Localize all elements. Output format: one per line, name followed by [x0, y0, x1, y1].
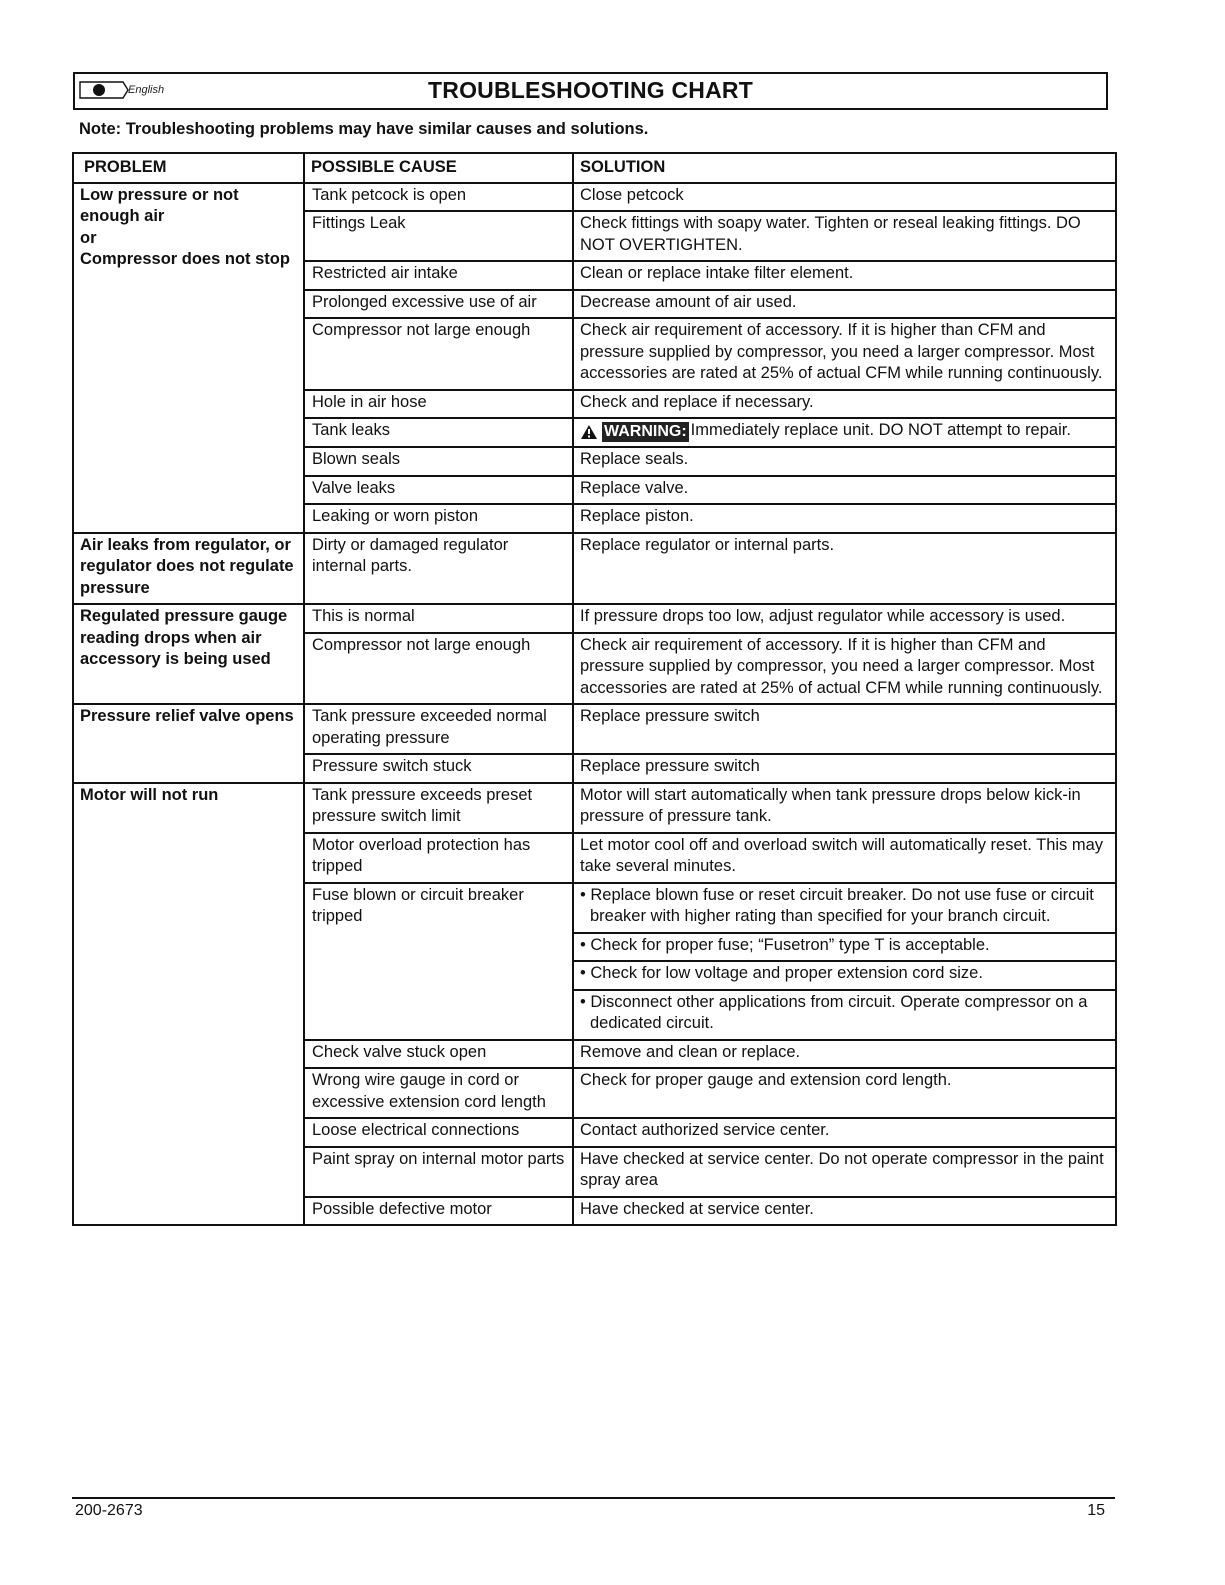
cause-cell: Tank petcock is open	[304, 183, 573, 212]
table-row	[73, 604, 1116, 633]
solution-cell: Check for proper gauge and extension cord length.	[573, 1068, 1116, 1118]
cause-cell: Loose electrical connections	[304, 1118, 573, 1147]
problem-cell	[73, 704, 304, 783]
cause-cell: Dirty or damaged regulator internal parts.	[304, 533, 573, 605]
cause-cell: Valve leaks	[304, 476, 573, 505]
solution-cell: Have checked at service center. Do not operate compressor in the paint spray area	[573, 1147, 1116, 1197]
problem-cell	[73, 183, 304, 533]
solution-cell: Remove and clean or replace.	[573, 1040, 1116, 1069]
problem-text: or	[80, 228, 97, 247]
solution-cell: Check and replace if necessary.	[573, 390, 1116, 419]
footer-rule	[72, 1497, 1115, 1499]
solution-cell: Let motor cool off and overload switch will automatically reset. This may take several minutes.	[573, 833, 1116, 883]
column-header-problem: PROBLEM	[73, 153, 304, 183]
cause-cell: Paint spray on internal motor parts	[304, 1147, 573, 1197]
cause-cell: Possible defective motor	[304, 1197, 573, 1226]
cause-cell: Blown seals	[304, 447, 573, 476]
solution-cell: Clean or replace intake filter element.	[573, 261, 1116, 290]
solution-cell	[573, 933, 1116, 962]
page-title: TROUBLESHOOTING CHART	[428, 77, 753, 103]
solution-cell: Decrease amount of air used.	[573, 290, 1116, 319]
cause-cell: Restricted air intake	[304, 261, 573, 290]
page-number: 15	[1087, 1502, 1105, 1519]
solution-cell	[573, 883, 1116, 933]
problem-text: Compressor does not stop	[80, 250, 290, 268]
cause-cell: Leaking or worn piston	[304, 504, 573, 533]
solution-cell: Replace regulator or internal parts.	[573, 533, 1116, 605]
warning-triangle-icon	[580, 424, 598, 440]
problem-text: Motor will not run	[80, 785, 219, 804]
column-header-cause: POSSIBLE CAUSE	[304, 153, 573, 183]
solution-cell: Have checked at service center.	[573, 1197, 1116, 1226]
cause-cell: Fittings Leak	[304, 211, 573, 261]
cause-cell: Compressor not large enough	[304, 633, 573, 705]
cause-cell: Wrong wire gauge in cord or excessive extension cord length	[304, 1068, 573, 1118]
problem-cell	[73, 604, 304, 704]
column-header-solution: SOLUTION	[573, 153, 1116, 183]
document-number: 200-2673	[75, 1502, 143, 1519]
cause-cell: Fuse blown or circuit breaker tripped	[304, 883, 573, 1040]
solution-cell: Contact authorized service center.	[573, 1118, 1116, 1147]
problem-cell	[73, 533, 304, 605]
solution-cell: Replace pressure switch	[573, 754, 1116, 783]
solution-cell: Close petcock	[573, 183, 1116, 212]
chart-header	[73, 72, 1108, 110]
solution-cell: Motor will start automatically when tank pressure drops below kick-in pressure of pressure tank.	[573, 783, 1116, 833]
table-body	[73, 183, 1116, 1226]
language-label: English	[128, 84, 165, 96]
problem-text: Regulated pressure gauge reading drops when air accessory is being used	[80, 607, 288, 668]
warning-label: WARNING:	[604, 423, 687, 440]
cause-cell: Compressor not large enough	[304, 318, 573, 390]
solution-bullet: • Check for proper fuse; “Fusetron” type T is acceptable.	[580, 935, 990, 954]
solution-cell	[573, 418, 1116, 447]
solution-cell	[573, 961, 1116, 990]
solution-bullet: • Replace blown fuse or reset circuit breaker. Do not use fuse or circuit breaker with higher rating than specified for your branch circuit.	[580, 885, 1094, 925]
table-row	[73, 783, 1116, 833]
note-text: Note: Troubleshooting problems may have similar causes and solutions.	[79, 120, 649, 138]
table-row	[73, 183, 1116, 212]
cause-cell: Prolonged excessive use of air	[304, 290, 573, 319]
table-row	[73, 533, 1116, 605]
table-row	[73, 704, 1116, 754]
solution-cell: Replace valve.	[573, 476, 1116, 505]
problem-text: Low pressure or not enough air	[80, 185, 239, 225]
solution-cell: Replace piston.	[573, 504, 1116, 533]
warning-badge	[580, 422, 689, 442]
solution-cell: Check air requirement of accessory. If it is higher than CFM and pressure supplied by compressor, you need a larger compressor. Most accessories are rated at 25% of actual CFM while running continuously.	[573, 633, 1116, 705]
cause-cell: Tank pressure exceeded normal operating pressure	[304, 704, 573, 754]
warning-solution	[580, 420, 1109, 442]
solution-bullet: • Check for low voltage and proper extension cord size.	[580, 964, 983, 982]
solution-cell: If pressure drops too low, adjust regulator while accessory is used.	[573, 604, 1116, 633]
solution-cell: Check fittings with soapy water. Tighten or reseal leaking fittings. DO NOT OVERTIGHTEN.	[573, 211, 1116, 261]
cause-cell: Check valve stuck open	[304, 1040, 573, 1069]
cause-cell: Motor overload protection has tripped	[304, 833, 573, 883]
problem-text: Pressure relief valve opens	[80, 707, 294, 725]
problem-text: Air leaks from regulator, or regulator does not regulate pressure	[80, 535, 294, 597]
solution-cell: Replace pressure switch	[573, 704, 1116, 754]
solution-bullet: • Disconnect other applications from circuit. Operate compressor on a dedicated circuit.	[580, 992, 1088, 1032]
cause-cell: Tank pressure exceeds preset pressure switch limit	[304, 783, 573, 833]
solution-cell: Replace seals.	[573, 447, 1116, 476]
cause-cell: This is normal	[304, 604, 573, 633]
cause-cell: Tank leaks	[304, 418, 573, 447]
problem-cell	[73, 783, 304, 1226]
troubleshooting-table	[72, 152, 1117, 1226]
solution-cell	[573, 990, 1116, 1040]
table-header-row	[73, 153, 1116, 183]
solution-cell: Check air requirement of accessory. If it is higher than CFM and pressure supplied by compressor, you need a larger compressor. Most accessories are rated at 25% of actual CFM while running continuously.	[573, 318, 1116, 390]
cause-cell: Hole in air hose	[304, 390, 573, 419]
cause-cell: Pressure switch stuck	[304, 754, 573, 783]
warning-text: Immediately replace unit. DO NOT attempt to repair.	[690, 421, 1071, 439]
